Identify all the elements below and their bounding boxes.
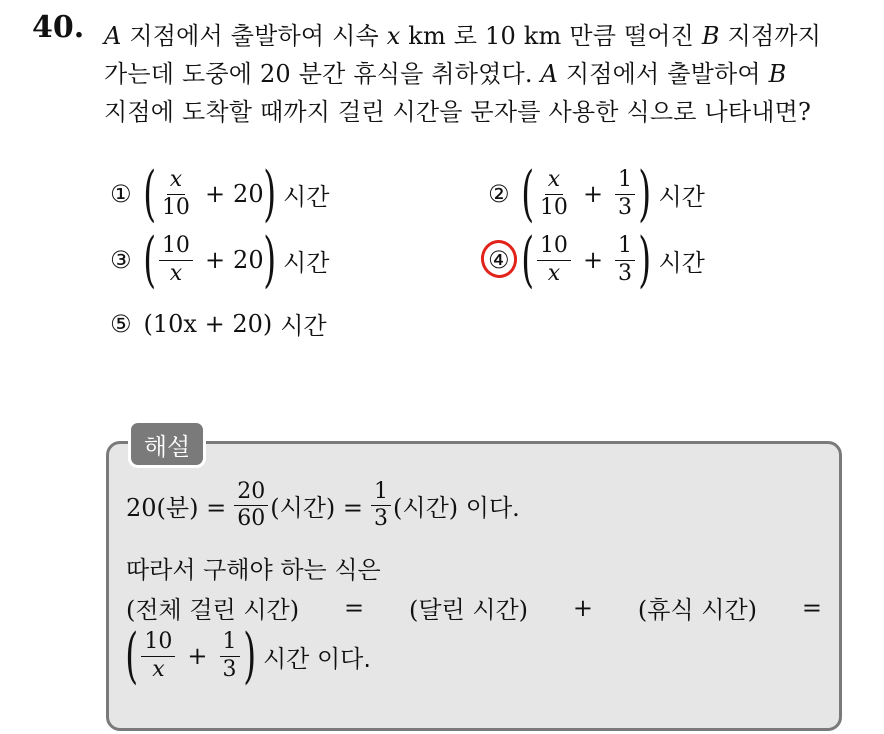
right-paren: ) (638, 159, 652, 229)
equals-sign: = (801, 593, 822, 622)
solution-badge: 해설 (128, 420, 206, 468)
unit-label: 시간 (658, 248, 705, 277)
left-paren: ( (520, 225, 534, 295)
choice-2[interactable] (488, 159, 705, 229)
choice-marker (488, 246, 510, 274)
right-paren: ) (262, 225, 276, 295)
left-paren: ( (142, 225, 156, 295)
fraction-denominator: 60 (237, 506, 266, 532)
fraction-denominator: 10 (161, 194, 190, 220)
fraction (371, 480, 391, 531)
plus-sign: + (187, 642, 208, 670)
question-line-3: 지점에 도착할 때까지 걸린 시간을 문자를 사용한 식으로 나타내면? (104, 98, 812, 126)
choice-marker: ① (110, 180, 132, 208)
fraction-numerator: 1 (615, 168, 635, 194)
question-text: 지점에서 출발하여 (558, 60, 769, 88)
point-b: B (768, 60, 787, 88)
solution-text: 20(분) = (126, 494, 227, 523)
fraction (615, 234, 635, 285)
answer-circle-mark (477, 237, 520, 282)
fraction-denominator: x (547, 260, 561, 286)
choice-4[interactable] (488, 225, 705, 295)
choice-marker: ② (488, 180, 510, 208)
point-a: A (540, 60, 559, 88)
choice-marker: ③ (110, 246, 132, 274)
fraction-numerator: 10 (141, 630, 175, 656)
equals-sign: = (343, 593, 365, 622)
fraction-numerator: 10 (159, 234, 193, 260)
right-paren: ) (242, 621, 256, 691)
fraction (615, 168, 635, 219)
right-paren: ) (638, 225, 652, 295)
choice-1[interactable] (110, 159, 330, 229)
choice-marker-text: ④ (488, 246, 510, 274)
fraction-denominator: 3 (374, 506, 389, 532)
plus-sign: + (582, 180, 604, 208)
unit-label: 시간 (280, 312, 327, 340)
fraction (141, 630, 175, 681)
solution-term: (달린 시간) (408, 596, 529, 624)
fraction (234, 480, 268, 531)
fraction-numerator: 20 (234, 480, 268, 506)
solution-text: 시간 이다. (262, 644, 371, 673)
fraction (159, 168, 193, 219)
question-line-2 (104, 54, 786, 89)
solution-term: (전체 걸린 시간) (126, 596, 300, 624)
question-text: 가는데 도중에 20 분간 휴식을 취하였다. (104, 60, 541, 88)
unit-label: 시간 (283, 182, 330, 211)
choice-5[interactable] (110, 306, 327, 341)
fraction-numerator: 10 (537, 234, 571, 260)
fraction-denominator: x (152, 656, 165, 682)
solution-text: (시간) 이다. (393, 494, 520, 523)
plus-sign: + (572, 593, 594, 622)
point-a: A (104, 22, 122, 50)
choice-3[interactable] (110, 225, 330, 295)
constant: 20 (233, 246, 264, 274)
fraction-numerator: 1 (220, 630, 240, 656)
fraction-numerator: 1 (371, 480, 391, 506)
fraction-denominator: 3 (222, 656, 237, 682)
left-paren: ( (142, 159, 156, 229)
right-paren: ) (262, 159, 276, 229)
plus-sign: + (204, 246, 226, 274)
left-paren: ( (520, 159, 534, 229)
plus-sign: + (582, 246, 604, 274)
solution-text: (시간) = (270, 494, 364, 523)
question-text: 지점까지 (719, 22, 822, 50)
fraction-denominator: 3 (618, 260, 633, 286)
fraction-numerator: 1 (615, 234, 635, 260)
fraction-numerator: x (167, 168, 185, 194)
fraction-denominator: 10 (539, 194, 568, 220)
fraction (537, 234, 571, 285)
constant: 20 (233, 180, 264, 208)
expression: (10x + 20) (143, 309, 273, 338)
choice-marker: ⑤ (110, 309, 132, 338)
question-text: km 로 10 km 만큼 떨어진 (400, 22, 702, 50)
solution-line-2: 따라서 구해야 하는 식은 (126, 556, 381, 584)
fraction (537, 168, 571, 219)
fraction-denominator: 3 (618, 194, 633, 220)
fraction (220, 630, 240, 681)
unit-label: 시간 (283, 248, 330, 277)
question-text: 지점에서 출발하여 시속 (121, 22, 387, 50)
solution-line-3 (126, 590, 822, 625)
left-paren: ( (125, 621, 139, 691)
unit-label: 시간 (658, 182, 705, 211)
variable-x: x (386, 22, 401, 50)
fraction (159, 234, 193, 285)
question-number: 40. (32, 10, 85, 45)
solution-line-4 (125, 621, 371, 691)
plus-sign: + (204, 180, 226, 208)
solution-term: (휴식 시간) (637, 596, 757, 624)
question-line-1 (104, 16, 821, 51)
fraction-denominator: x (169, 260, 183, 286)
fraction-numerator: x (545, 168, 563, 194)
solution-line-1 (126, 480, 520, 531)
point-b: B (701, 22, 720, 50)
